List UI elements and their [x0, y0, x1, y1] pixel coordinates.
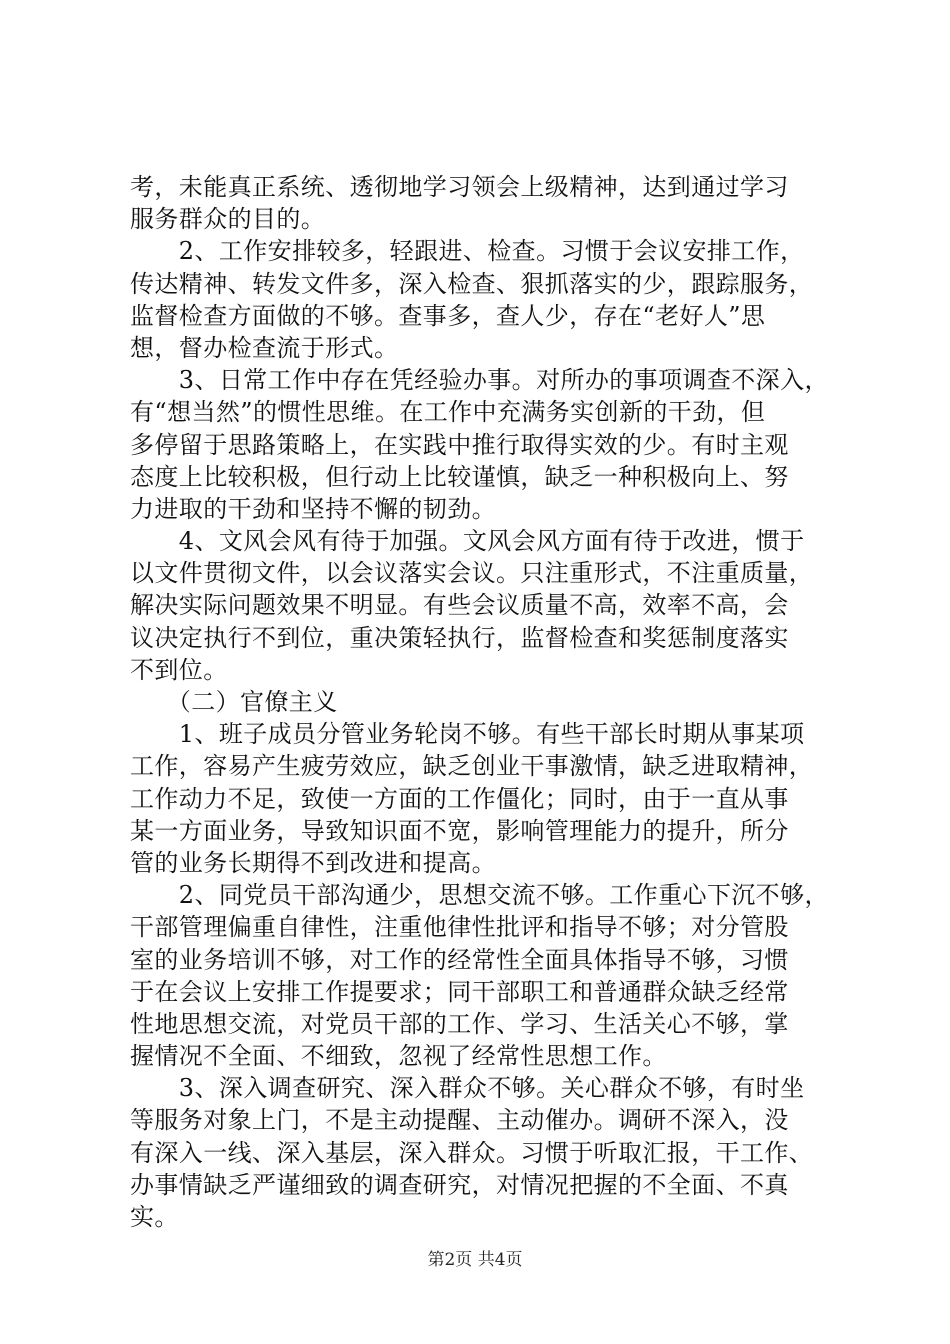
text-line: 态度上比较积极，但行动上比较谨慎，缺乏一种积极向上、努 — [130, 462, 789, 491]
text-line: 实。 — [130, 1203, 179, 1231]
text-line: 性地思想交流，对党员干部的工作、学习、生活关心不够，掌 — [130, 1009, 789, 1038]
text-line: 3、日常工作中存在凭经验办事。对所办的事项调查不深入， — [130, 366, 829, 395]
text-line: 多停留于思路策略上，在实践中推行取得实效的少。有时主观 — [130, 430, 789, 459]
page-footer — [0, 1248, 950, 1272]
text-line: 办事情缺乏严谨细致的调查研究，对情况把握的不全面、不真 — [130, 1170, 789, 1199]
text-line: 2、同党员干部沟通少，思想交流不够。工作重心下沉不够， — [130, 881, 829, 910]
text-line: 室的业务培训不够，对工作的经常性全面具体指导不够，习惯 — [130, 945, 789, 974]
text-line: 传达精神、转发文件多，深入检查、狠抓落实的少，跟踪服务， — [130, 269, 814, 298]
text-line: 某一方面业务，导致知识面不宽，影响管理能力的提升，所分 — [130, 816, 789, 845]
text-line: 等服务对象上门，不是主动提醒、主动催办。调研不深入，没 — [130, 1106, 789, 1135]
text-line: 不到位。 — [130, 655, 228, 684]
text-line: 于在会议上安排工作提要求；同干部职工和普通群众缺乏经常 — [130, 977, 789, 1006]
text-line: 以文件贯彻文件，以会议落实会议。只注重形式，不注重质量， — [130, 559, 814, 588]
text-line: 解决实际问题效果不明显。有些会议质量不高，效率不高，会 — [130, 591, 789, 620]
text-line: 2、工作安排较多，轻跟进、检查。习惯于会议安排工作， — [130, 237, 805, 266]
text-line: 想，督办检查流于形式。 — [130, 333, 399, 362]
text-line: 管的业务长期得不到改进和提高。 — [130, 848, 496, 877]
text-line: 工作动力不足，致使一方面的工作僵化；同时，由于一直从事 — [130, 784, 789, 813]
text-line: 议决定执行不到位，重决策轻执行，监督检查和奖惩制度落实 — [130, 623, 789, 652]
text-line: 有“想当然”的惯性思维。在工作中充满务实创新的干劲，但 — [130, 398, 766, 427]
text-line: 1、班子成员分管业务轮岗不够。有些干部长时期从事某项 — [130, 720, 805, 749]
text-line: 工作，容易产生疲劳效应，缺乏创业干事激情，缺乏进取精神， — [130, 752, 814, 781]
text-line: 3、深入调查研究、深入群众不够。关心群众不够，有时坐 — [130, 1074, 805, 1103]
page-number: 第2页 共4页 — [427, 1250, 523, 1270]
text-line: 服务群众的目的。 — [130, 205, 326, 234]
body-text — [130, 171, 830, 1233]
text-line: 监督检查方面做的不够。查事多，查人少，存在“老好人”思 — [130, 301, 766, 330]
section-heading: （二）官僚主义 — [130, 688, 338, 716]
text-line: 有深入一线、深入基层，深入群众。习惯于听取汇报，干工作、 — [130, 1138, 814, 1167]
text-line: 4、文风会风有待于加强。文风会风方面有待于改进，惯于 — [130, 527, 805, 556]
text-line: 干部管理偏重自律性，注重他律性批评和指导不够；对分管股 — [130, 913, 789, 942]
text-line: 考，未能真正系统、透彻地学习领会上级精神，达到通过学习 — [130, 173, 789, 201]
text-line: 力进取的干劲和坚持不懈的韧劲。 — [130, 494, 496, 523]
text-line: 握情况不全面、不细致，忽视了经常性思想工作。 — [130, 1042, 667, 1071]
